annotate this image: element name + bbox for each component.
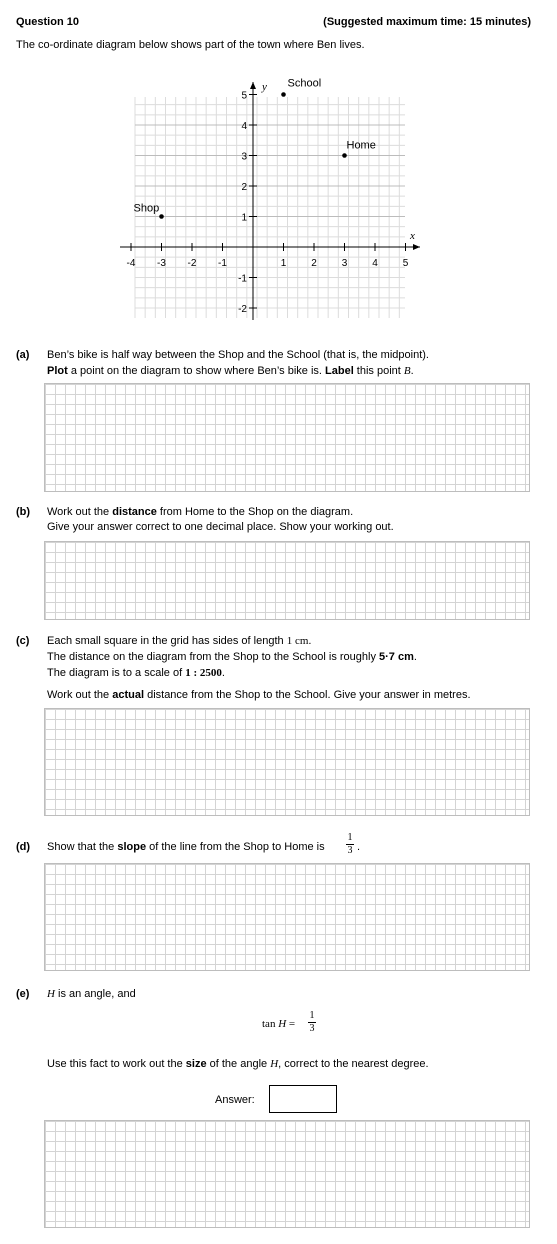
y-axis-arrow <box>250 82 256 89</box>
part-b-line1-post: from Home to the Shop on the diagram. <box>156 506 354 518</box>
tan-fraction <box>307 1011 317 1034</box>
distance-word: distance <box>112 506 157 518</box>
tan-equation <box>262 1018 295 1030</box>
working-grid-a[interactable] <box>44 383 530 492</box>
part-b-line1 <box>47 506 353 518</box>
answer-label: Answer: <box>215 1094 255 1106</box>
part-e-line2-pre: Use this fact to work out the <box>47 1058 186 1070</box>
part-d-line <box>47 841 325 853</box>
part-c-line3-pre: The diagram is to a scale of <box>47 667 186 679</box>
point-school <box>281 92 286 97</box>
point-label-school: School <box>287 77 322 90</box>
x-tick-label: 5 <box>402 258 409 269</box>
tan-label: tan <box>262 1018 279 1030</box>
x-tick-label: 1 <box>280 258 287 269</box>
working-grid-d[interactable] <box>44 863 530 971</box>
slope-fraction <box>345 833 355 856</box>
x-tick-label: -3 <box>157 258 166 269</box>
part-c-line1 <box>47 635 311 647</box>
part-c-line4 <box>47 689 471 701</box>
point-label-home: Home <box>346 139 376 152</box>
part-e-line2-post: , correct to the nearest degree. <box>278 1058 429 1070</box>
part-d-period: . <box>357 841 361 853</box>
intro-text: The co-ordinate diagram below shows part of the town where Ben lives. <box>16 39 365 51</box>
plotted-points <box>134 78 376 219</box>
part-a-line2-mid: a point on the diagram to show where Ben’s bike is. <box>67 365 326 377</box>
part-b-line1-pre: Work out the <box>47 506 113 518</box>
y-axis-label: y <box>262 81 267 93</box>
tan-fraction-denominator: 3 <box>309 1023 315 1034</box>
y-tick-label: 4 <box>241 121 247 132</box>
part-c-line2-post: . <box>413 651 417 663</box>
working-grid-c[interactable] <box>44 708 530 816</box>
suggested-time: (Suggested maximum time: 15 minutes) <box>323 16 531 28</box>
tan-equals: = <box>286 1018 296 1030</box>
tan-fraction-numerator: 1 <box>309 1010 315 1021</box>
coordinate-diagram <box>0 0 557 340</box>
part-a-line2-end: this point <box>353 365 404 377</box>
part-b-line2: Give your answer correct to one decimal place. Show your working out. <box>47 521 394 533</box>
actual-word: actual <box>112 689 145 701</box>
y-tick-label: -1 <box>238 273 247 285</box>
part-c-line3 <box>47 667 225 679</box>
slope-fraction-numerator: 1 <box>347 832 353 843</box>
part-e-line2 <box>47 1058 429 1070</box>
part-c-line2-pre: The distance on the diagram from the Shop to the School is roughly <box>47 651 380 663</box>
part-c-line4-post: distance from the Shop to the School. Give your answer in metres. <box>144 689 471 701</box>
y-tick-label: 5 <box>241 90 247 102</box>
part-d-line-post: of the line from the Shop to Home is <box>146 841 325 853</box>
y-tick-label: 3 <box>241 151 247 163</box>
part-c-line4-pre: Work out the <box>47 689 113 701</box>
x-axis-label: x <box>410 230 415 242</box>
part-c-line1-post: . <box>308 635 312 647</box>
shop-school-length: 5·7 cm <box>379 651 414 663</box>
y-tick-label: 2 <box>241 182 247 193</box>
part-c-line2 <box>47 651 417 663</box>
slope-fraction-denominator: 3 <box>347 845 353 856</box>
part-d-line-pre: Show that the <box>47 841 118 853</box>
tan-var: H <box>278 1018 287 1030</box>
coordinate-grid <box>135 97 405 318</box>
working-grid-b[interactable] <box>44 541 530 620</box>
plot-word: Plot <box>47 365 68 377</box>
x-tick-label: 3 <box>341 258 348 269</box>
part-e-line1-post: is an angle, and <box>54 988 136 1000</box>
point-label-shop: Shop <box>133 202 160 215</box>
y-tick-label: -2 <box>238 304 247 315</box>
part-e-tag: (e) <box>16 988 30 1000</box>
part-a-period: . <box>410 365 414 377</box>
part-e-line2-mid: of the angle <box>206 1058 271 1070</box>
part-c-tag: (c) <box>16 635 30 647</box>
part-c-line1-pre: Each small square in the grid has sides of length <box>47 635 287 647</box>
scale-ratio: 1 : 2500 <box>185 667 222 679</box>
part-b-tag: (b) <box>16 506 31 518</box>
working-grid-e[interactable] <box>44 1120 530 1228</box>
point-shop <box>159 214 164 219</box>
question-number: Question 10 <box>16 16 79 28</box>
answer-box[interactable] <box>269 1085 337 1113</box>
x-tick-label: -4 <box>126 258 136 269</box>
x-axis-arrow <box>413 244 420 250</box>
point-home <box>342 153 347 158</box>
x-tick-label: -1 <box>218 258 227 269</box>
x-tick-label: 2 <box>311 258 317 269</box>
part-c-line3-post: . <box>221 667 225 679</box>
part-e-line1 <box>47 988 136 1000</box>
point-b-name: B <box>403 365 411 377</box>
angle-h-var: H <box>47 988 55 1000</box>
label-word: Label <box>325 365 354 377</box>
x-tick-label: 4 <box>372 258 378 269</box>
part-c-unit: 1 cm <box>286 635 309 647</box>
part-a-line1: Ben’s bike is half way between the Shop and the School (that is, the midpoint). <box>47 349 429 361</box>
y-tick-label: 1 <box>241 212 247 224</box>
x-tick-label: -2 <box>187 258 197 269</box>
slope-word: slope <box>117 841 147 853</box>
angle-h-var-2: H <box>270 1058 279 1070</box>
part-d-tag: (d) <box>16 841 31 853</box>
size-word: size <box>185 1058 207 1070</box>
part-a-line2 <box>47 365 414 377</box>
part-a-tag: (a) <box>16 349 30 361</box>
